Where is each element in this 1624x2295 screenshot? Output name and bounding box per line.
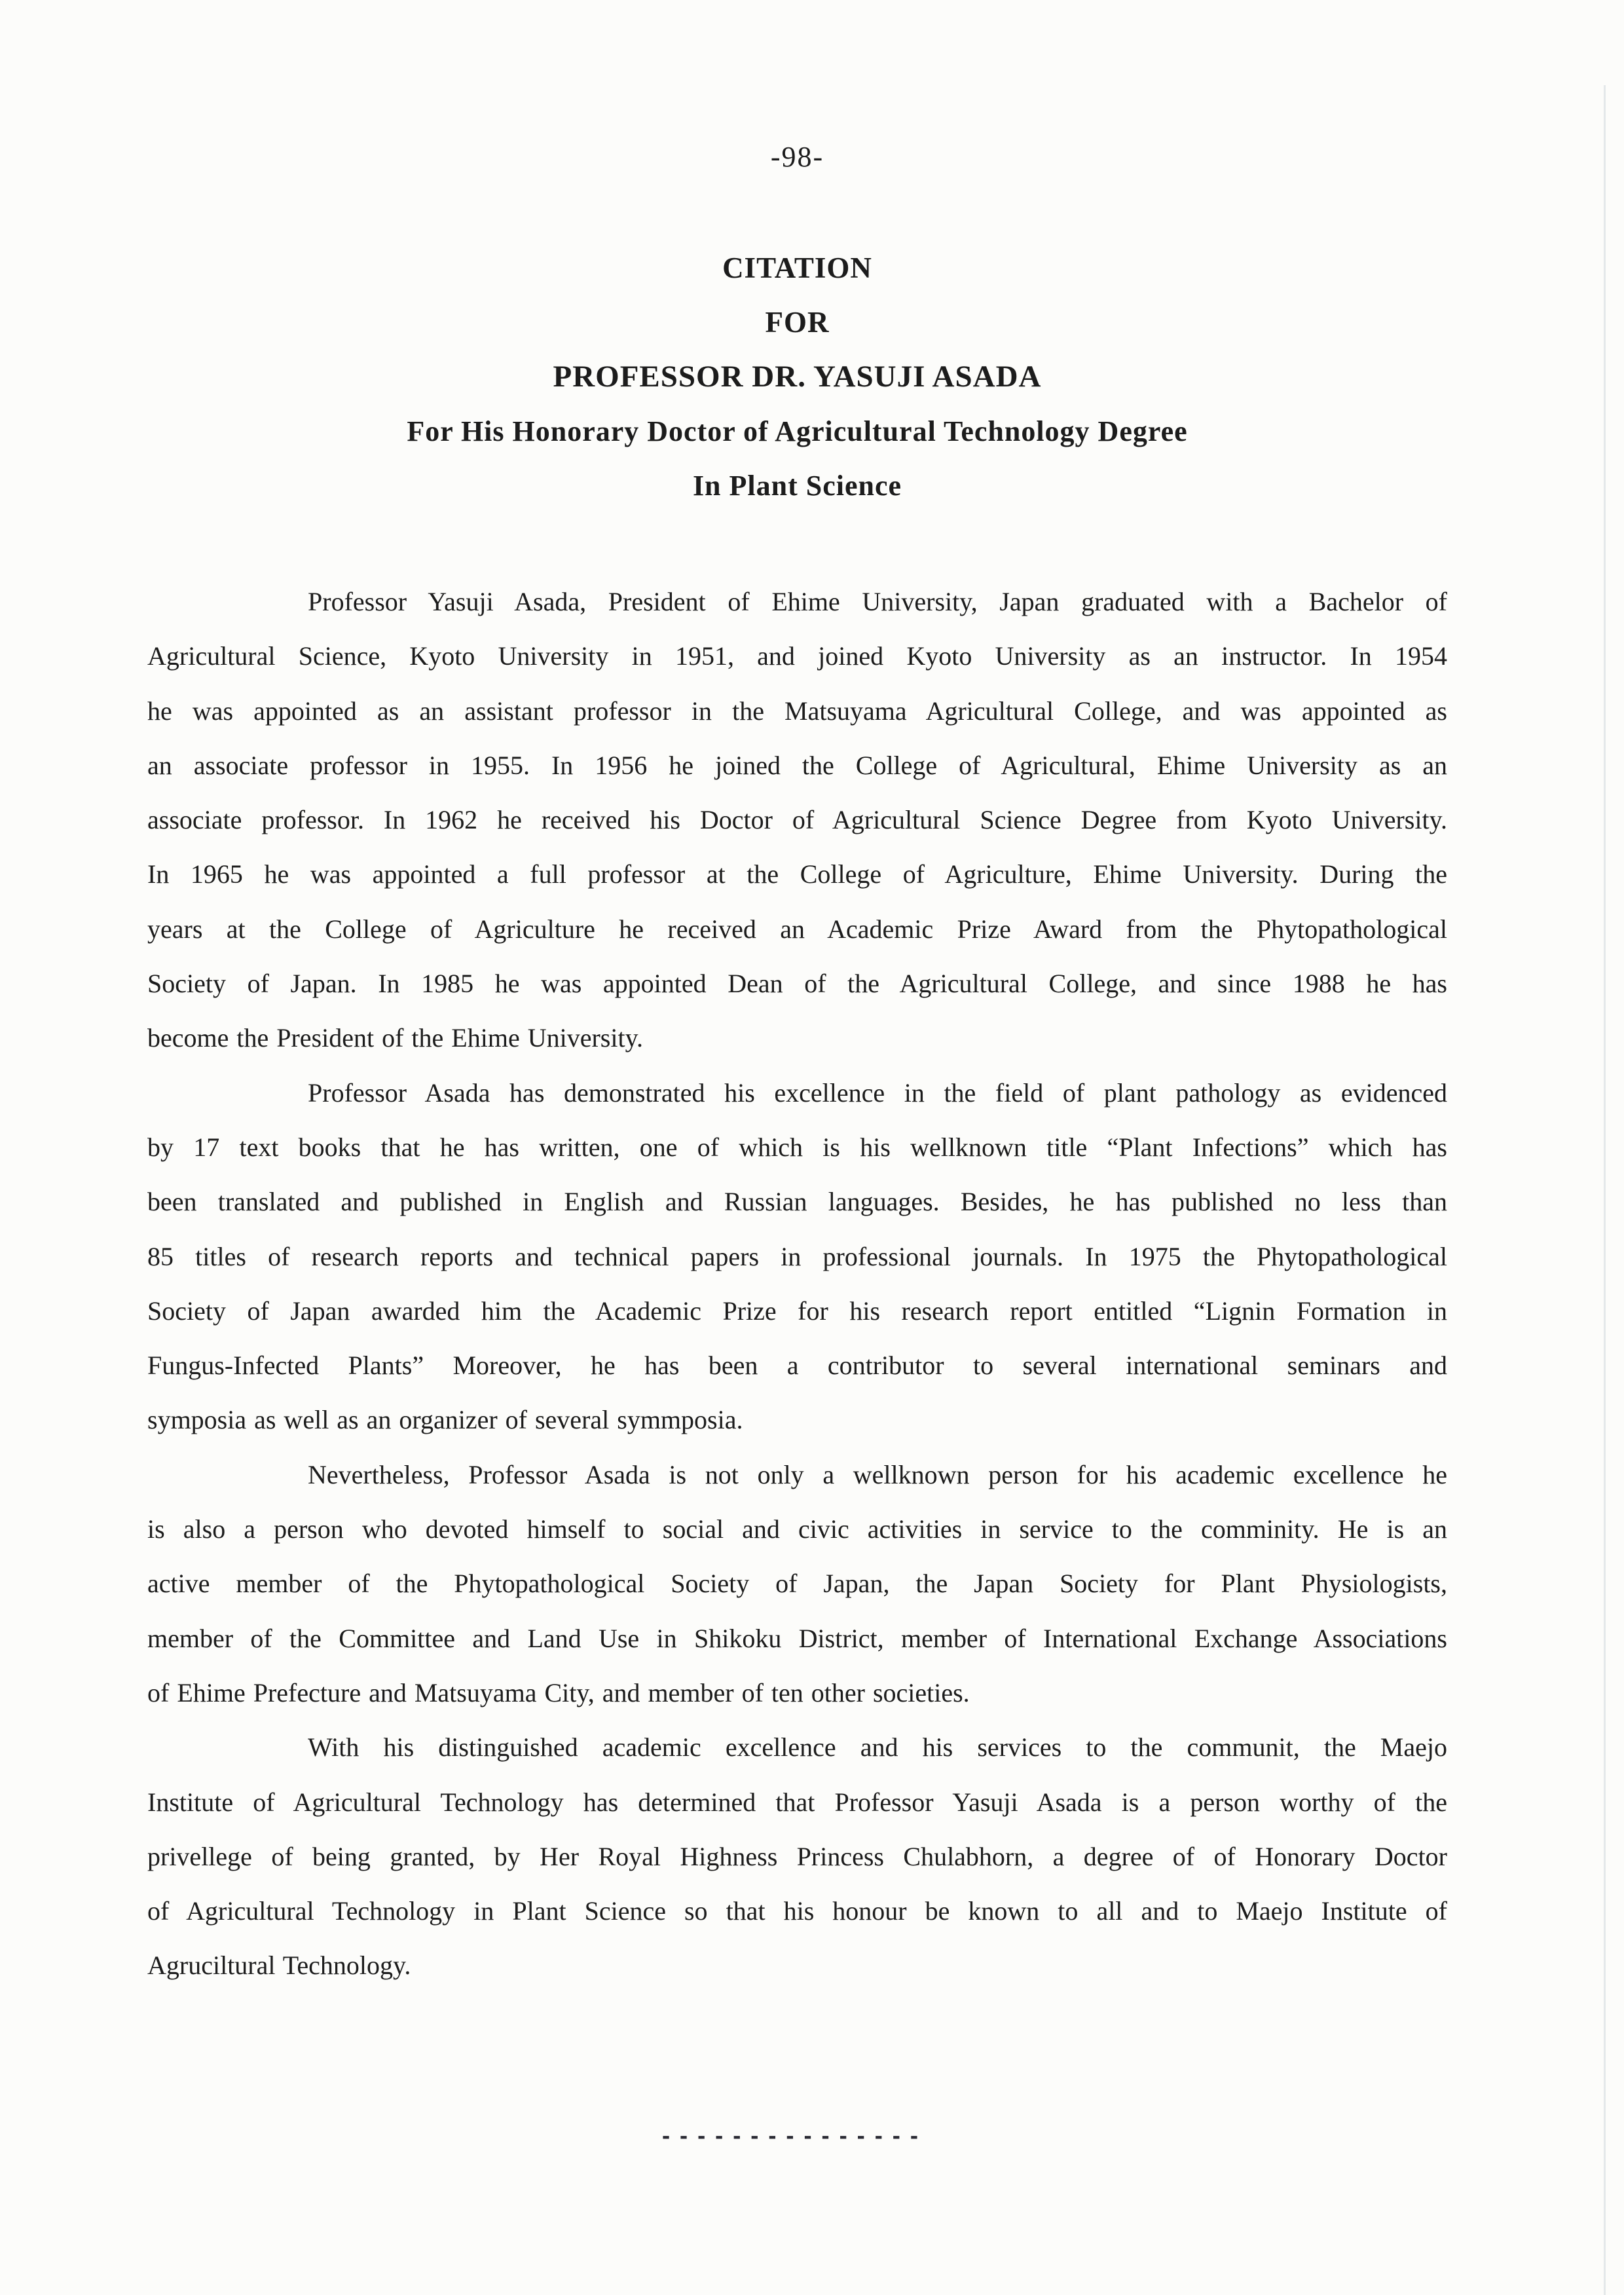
title-professor-name: PROFESSOR DR. YASUJI ASADA: [553, 360, 1042, 394]
paragraph-line: privellege of being granted, by Her Royal Highness Princess Chulabhorn, a degree of of Honorary Doctor: [147, 1841, 1447, 1871]
paragraph-line: he was appointed as an assistant professor in the Matsuyama Agricultural College, and was appointed as: [147, 696, 1447, 726]
paragraph-line: In 1965 he was appointed a full professor at the College of Agriculture, Ehime University. During the: [147, 859, 1447, 889]
paragraph-line: Professor Asada has demonstrated his excellence in the field of plant pathology as evidenced: [308, 1077, 1447, 1108]
title-block: [147, 241, 1447, 513]
paragraph-line: Nevertheless, Professor Asada is not only a wellknown person for his academic excellence he: [308, 1459, 1447, 1489]
paragraph-line: Institute of Agricultural Technology has determined that Professor Yasuji Asada is a person worthy of the: [147, 1787, 1447, 1817]
paragraph-line: is also a person who devoted himself to social and civic activities in service to the comminity. He is an: [147, 1514, 1447, 1544]
paragraph-line: years at the College of Agriculture he received an Academic Prize Award from the Phytopathological: [147, 914, 1447, 944]
paragraph-line: of Agricultural Technology in Plant Science so that his honour be known to all and to Maejo Institute of: [147, 1896, 1447, 1926]
paragraph-line: active member of the Phytopathological Society of Japan, the Japan Society for Plant Physiologists,: [147, 1569, 1447, 1599]
title-field: In Plant Science: [692, 470, 902, 502]
paragraph-line: Professor Yasuji Asada, President of Ehime University, Japan graduated with a Bachelor of: [308, 587, 1447, 616]
scan-artifact-line: [1604, 85, 1606, 2295]
citation-body: [147, 574, 1447, 1993]
paragraph-line: an associate professor in 1955. In 1956 he joined the College of Agricultural, Ehime University as an: [147, 750, 1447, 780]
paragraph-line: by 17 text books that he has written, one of which is his wellknown title “Plant Infections” which has: [147, 1132, 1447, 1162]
paragraph-line: Fungus-Infected Plants” Moreover, he has been a contributor to several international seminars and: [147, 1351, 1447, 1381]
paragraph-line: become the President of the Ehime University.: [147, 1023, 643, 1053]
paragraph-line: associate professor. In 1962 he received his Doctor of Agricultural Science Degree from Kyoto University.: [147, 805, 1447, 835]
paragraph-line: been translated and published in English and Russian languages. Besides, he has published no less than: [147, 1187, 1447, 1217]
paragraph-line: Society of Japan. In 1985 he was appointed Dean of the Agricultural College, and since 1988 he has: [147, 969, 1447, 999]
paragraph-line: Agricultural Science, Kyoto University in 1951, and joined Kyoto University as an instructor. In 1954: [147, 641, 1447, 671]
paragraph-line: With his distinguished academic excellence and his services to the communit, the Maejo: [308, 1732, 1447, 1763]
separator-dashes: ---------------: [660, 2125, 926, 2148]
title-for: FOR: [765, 306, 830, 339]
paragraph-line: Agruciltural Technology.: [147, 1950, 411, 1981]
paragraph-line: of Ehime Prefecture and Matsuyama City, and member of ten other societies.: [147, 1677, 970, 1707]
paragraph-line: member of the Committee and Land Use in Shikoku District, member of International Exchange Associations: [147, 1623, 1447, 1653]
page-number: -98-: [770, 141, 824, 173]
title-citation: CITATION: [722, 252, 872, 284]
paragraph-line: Society of Japan awarded him the Academic Prize for his research report entitled “Lignin Formation in: [147, 1296, 1447, 1326]
paragraph-line: 85 titles of research reports and technical papers in professional journals. In 1975 the Phytopathological: [147, 1241, 1447, 1271]
paragraph-line: symposia as well as an organizer of several symmposia.: [147, 1405, 743, 1435]
title-degree: For His Honorary Doctor of Agricultural Technology Degree: [407, 415, 1188, 447]
